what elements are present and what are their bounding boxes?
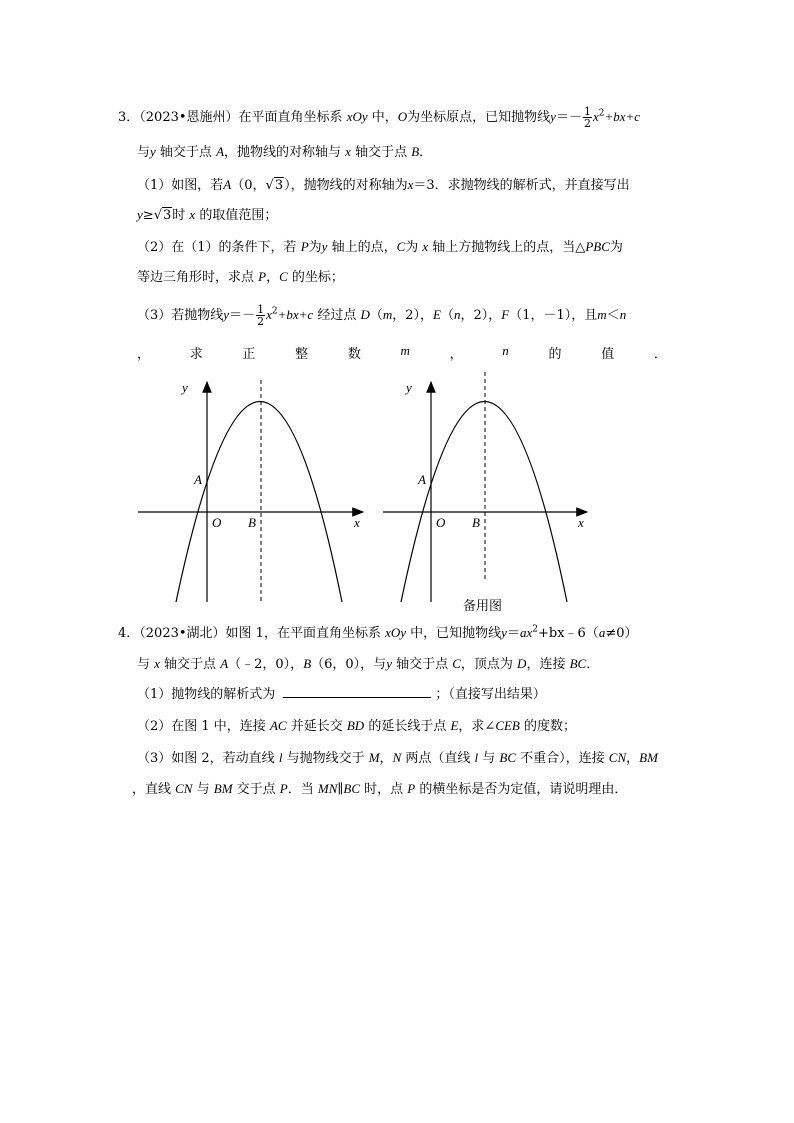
p3-line-1 (118, 106, 640, 129)
point-o-label: O (212, 515, 222, 530)
var-x: x (154, 656, 160, 671)
p4-number: 4． (118, 626, 140, 641)
var-y: y (223, 307, 230, 322)
text: （3）如图 2，若动直线 (137, 751, 279, 766)
spread-char: 值 (601, 347, 615, 362)
parabola (176, 402, 342, 603)
text: 的延长线于点 (364, 719, 451, 734)
text: ，2）， (392, 308, 434, 323)
text: 时 (172, 208, 190, 223)
text: 轴交于点 (159, 657, 221, 672)
text: （6，0），与 (311, 657, 387, 672)
var-a: A (223, 177, 232, 192)
x-axis-label: x (578, 515, 584, 530)
var-y: y (386, 656, 392, 671)
var-bc: BC (343, 781, 361, 796)
text: ＝ (506, 626, 520, 641)
p4-line-2 (137, 655, 599, 674)
var-bm: BM (213, 781, 233, 796)
var-ceb: CEB (495, 718, 520, 733)
sqrt-arg: 3 (274, 178, 284, 193)
text: （0， (231, 178, 266, 193)
p4-source: （2023•湖北） (139, 626, 226, 641)
text: 并延长交 (286, 719, 347, 734)
text: ，求∠ (458, 719, 496, 734)
text: 中，已知抛物线 (406, 626, 502, 641)
var-x: x (266, 307, 272, 322)
var-y: y (137, 207, 143, 222)
text: （1）如图，若 (137, 178, 224, 193)
text: 为 (405, 240, 423, 255)
spread-char: ． (653, 347, 667, 362)
var-e: E (433, 307, 441, 322)
var-c: C (279, 269, 288, 284)
sqrt-arg: 3 (162, 208, 172, 223)
figures (0, 372, 794, 612)
spread-char: n (502, 343, 509, 358)
var-n: N (392, 750, 402, 765)
var-y: y (150, 144, 156, 159)
text: ， (379, 751, 393, 766)
text: 与 (137, 145, 151, 160)
text: 在平面直角坐标系 (238, 110, 347, 125)
point-o-label: O (436, 515, 446, 530)
var-e: E (450, 718, 459, 733)
p3-sub3-line-2 (137, 343, 667, 362)
var-m: m (382, 307, 393, 322)
exponent: 2 (532, 624, 538, 635)
spread-char: ， (449, 347, 463, 362)
var-mn: MN (317, 781, 338, 796)
spread-char: 求 (189, 347, 203, 362)
text: （ (369, 308, 383, 323)
text: 等边三角形时，求点 (137, 270, 259, 285)
var-p: P (279, 781, 288, 796)
var-bc: BC (569, 656, 587, 671)
var-bm: BM (639, 750, 658, 765)
text: 与抛物线交于 (282, 751, 369, 766)
y-axis-label: y (406, 380, 412, 395)
figure-1 (138, 380, 363, 604)
equation-tail: +bx+c (277, 307, 314, 322)
text: （1）抛物线的解析式为 (137, 687, 280, 702)
sqrt-sign: √ (153, 208, 162, 223)
text: （ (440, 308, 454, 323)
x-axis-label: x (354, 515, 360, 530)
spread-char: m (400, 343, 410, 358)
var-y: y (550, 109, 556, 124)
var-a: A (216, 144, 225, 159)
text: 为 (308, 240, 322, 255)
text: 与 (192, 782, 214, 797)
var-bd: BD (346, 718, 365, 733)
text: ． (586, 657, 600, 672)
text: 与 (137, 657, 155, 672)
text: （1，－1），且 (509, 308, 598, 323)
p4-sub2 (137, 717, 576, 736)
parabola (401, 402, 567, 603)
var-a: a (598, 625, 606, 640)
text: （2）在图 1 中，连接 (137, 719, 270, 734)
equation-tail: +bx﹣6（ (537, 626, 599, 641)
var-xoy: xOy (385, 625, 407, 640)
var-f: F (501, 307, 510, 322)
p3-line-2 (137, 143, 432, 162)
var-a: A (220, 656, 229, 671)
text: ，顶点为 (460, 657, 518, 672)
var-ac: AC (269, 718, 287, 733)
var-p: P (300, 239, 309, 254)
exponent: 2 (271, 306, 278, 317)
text: ＝－ (555, 110, 582, 125)
var-pbc: PBC (585, 239, 610, 254)
var-n: n (619, 307, 627, 322)
p3-sub1-line-1 (137, 176, 630, 195)
text: ＝－ (229, 308, 256, 323)
var-x: x (345, 144, 351, 159)
text: ． (419, 145, 433, 160)
point-b-label: B (248, 515, 256, 530)
var-p: P (407, 781, 416, 796)
text: 经过点 (313, 308, 361, 323)
text: （﹣2，0）， (228, 657, 304, 672)
var-y: y (501, 625, 507, 640)
text: 轴上的点， (327, 240, 397, 255)
text: 为 (609, 240, 623, 255)
text: ∥ (337, 782, 344, 797)
var-c: C (452, 656, 461, 671)
text: 的度数； (519, 719, 577, 734)
var-p: P (258, 269, 267, 284)
fraction (583, 106, 592, 129)
var-x: x (189, 207, 196, 222)
var-cn: CN (608, 750, 627, 765)
text: ．当 (287, 782, 318, 797)
var-x: x (422, 239, 429, 254)
spread-char: ， (137, 347, 151, 362)
var-c: C (396, 239, 406, 254)
text: 的取值范围； (195, 208, 278, 223)
exponent: 2 (598, 108, 605, 119)
fraction (256, 304, 265, 327)
p3-number: 3． (118, 110, 140, 125)
var-l: l (278, 750, 283, 765)
spread-char: 的 (548, 347, 562, 362)
text: ≠0） (605, 626, 638, 641)
text: 的横坐标是否为定值，请说明理由． (415, 782, 628, 797)
text: ，直线 (132, 782, 176, 797)
fraction-numerator: 1 (257, 303, 265, 316)
text: 如图 1，在平面直角坐标系 (225, 626, 386, 641)
figure-2 (383, 372, 587, 602)
text: ，连接 (526, 657, 570, 672)
var-n: n (454, 307, 461, 322)
text: 轴交于点 (350, 145, 412, 160)
text: 中， (367, 110, 398, 125)
text: 交于点 (232, 782, 280, 797)
text: （3）若抛物线 (137, 308, 224, 323)
var-l: l (474, 750, 479, 765)
point-a-label: A (194, 472, 202, 487)
p3-source: （2023•恩施州） (139, 110, 239, 125)
p4-line-1 (118, 624, 637, 643)
text: 与 (478, 751, 500, 766)
text: ；（直接写出结果） (435, 687, 546, 702)
var-b: B (411, 144, 420, 159)
var-x: x (407, 177, 414, 192)
point-b-label: B (472, 515, 480, 530)
text: ，抛物线的对称轴与 (224, 145, 346, 160)
spread-char: 正 (242, 347, 256, 362)
text: ，2）， (460, 308, 502, 323)
text: 轴交于点 (391, 657, 453, 672)
var-ax: ax (519, 625, 533, 640)
p4-sub1 (137, 685, 546, 704)
p3-sub1-line-2 (137, 206, 277, 225)
backup-figure-caption: 备用图 (463, 599, 503, 614)
fraction-denominator: 2 (583, 117, 591, 130)
p3-sub3-line-1 (137, 304, 626, 327)
text: 的坐标； (287, 270, 344, 285)
spread-char: 数 (347, 347, 361, 362)
text: 时，点 (360, 782, 408, 797)
fraction-numerator: 1 (583, 105, 591, 118)
text: 两点（直线 (401, 751, 475, 766)
p4-sub3-line-1 (137, 749, 658, 768)
p4-sub3-line-2 (132, 780, 627, 799)
text: ＝3．求抛物线的解析式，并直接写出 (413, 178, 630, 193)
var-cn: CN (175, 781, 193, 796)
text: 轴上方抛物线上的点，当△ (428, 240, 586, 255)
fraction-denominator: 2 (257, 315, 265, 328)
text: （2）在（1）的条件下，若 (137, 240, 301, 255)
sqrt-sign: √ (265, 178, 274, 193)
var-o: O (397, 109, 408, 124)
var-x: x (592, 109, 599, 124)
text: ， (266, 270, 280, 285)
point-a-label: A (418, 472, 426, 487)
var-d: D (517, 656, 527, 671)
y-axis-label: y (182, 380, 188, 395)
text: ＜ (606, 308, 620, 323)
p3-sub2-line-2 (137, 268, 344, 287)
var-xoy: xOy (346, 109, 368, 124)
equation-tail: +bx+c (604, 109, 641, 124)
text: ），抛物线的对称轴为 (284, 178, 408, 193)
text: 轴交于点 (155, 145, 217, 160)
text: ≥ (142, 208, 154, 223)
var-y: y (321, 239, 328, 254)
var-m: M (368, 750, 380, 765)
p3-sub2-line-1 (137, 238, 623, 257)
var-bc: BC (499, 750, 517, 765)
var-b: B (303, 656, 312, 671)
answer-blank[interactable] (283, 685, 431, 698)
text: ， (626, 751, 640, 766)
text: 为坐标原点，已知抛物线 (407, 110, 551, 125)
var-m: m (597, 307, 607, 322)
spread-char: 整 (295, 347, 309, 362)
text: 不重合），连接 (516, 751, 609, 766)
var-d: D (360, 307, 370, 322)
